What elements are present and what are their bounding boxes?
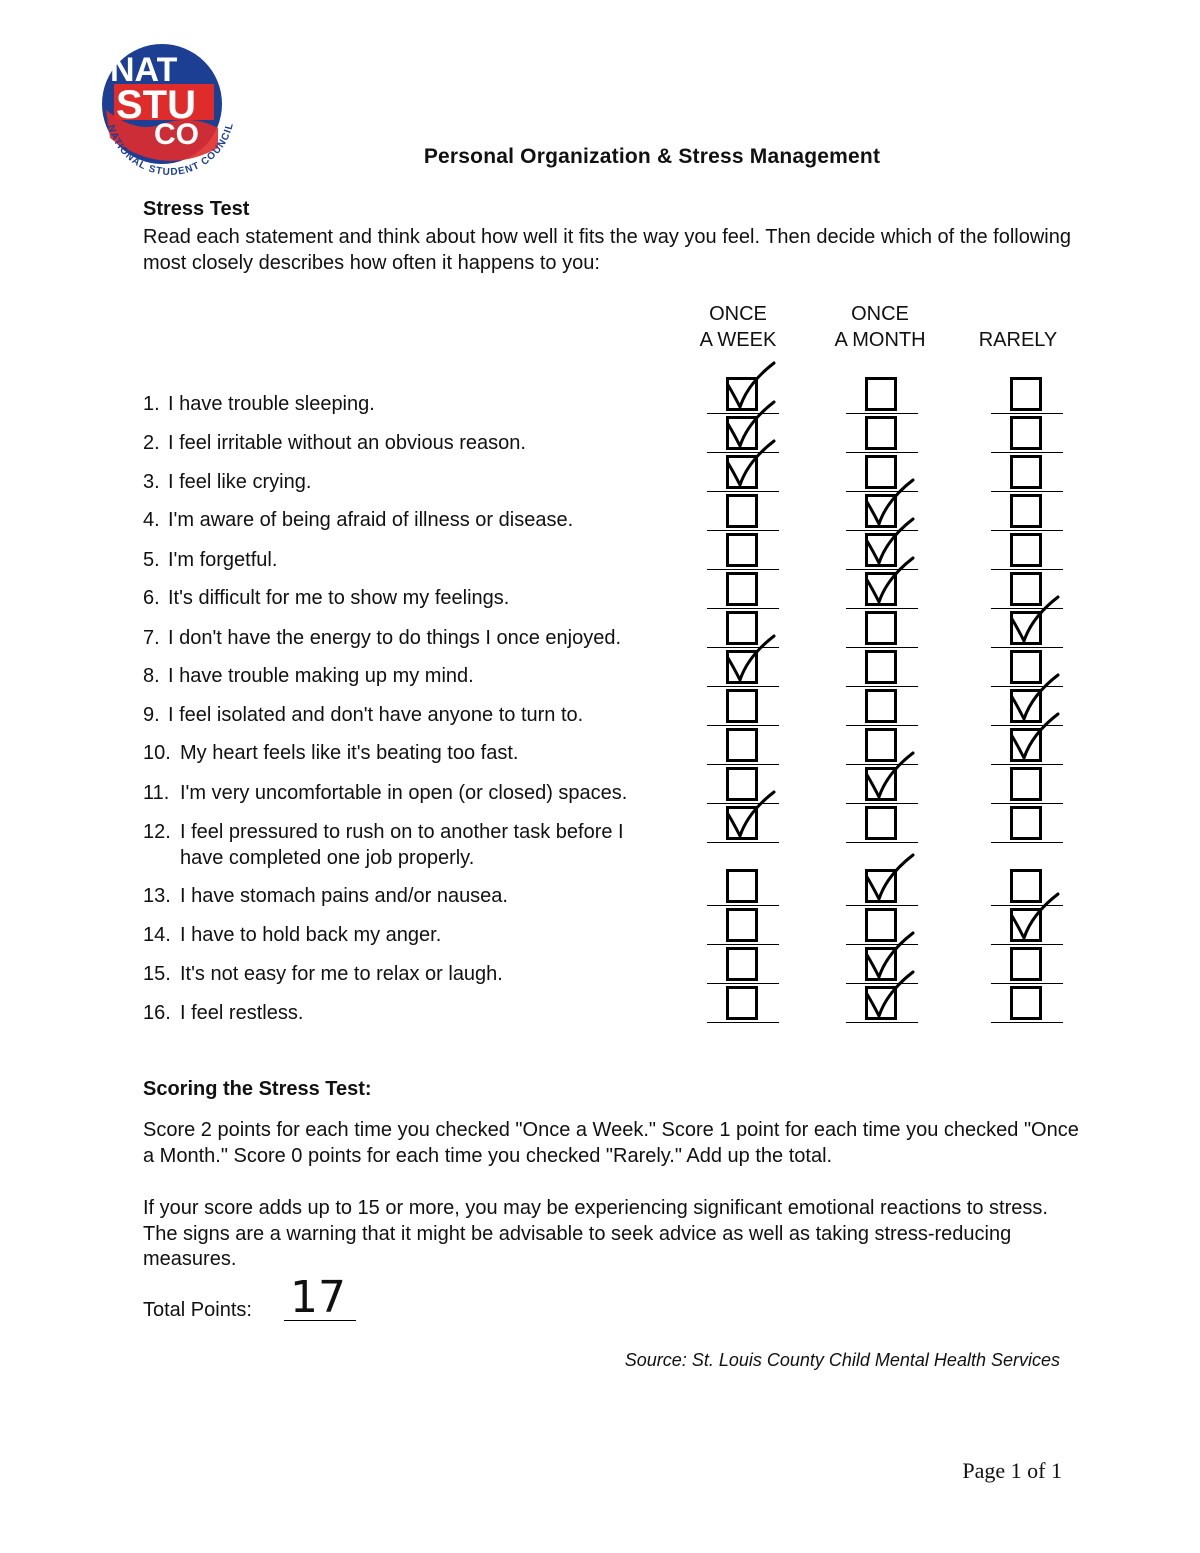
answer-underline	[991, 569, 1063, 570]
question-9	[143, 703, 583, 729]
question-number: 9.	[143, 704, 160, 726]
answer-underline	[707, 491, 779, 492]
checkbox-q7-week[interactable]	[726, 611, 758, 645]
answer-underline	[707, 905, 779, 906]
checkbox-q5-rarely[interactable]	[1010, 533, 1042, 567]
answer-underline	[707, 569, 779, 570]
checkbox-q13-month[interactable]	[865, 869, 897, 903]
question-3	[143, 470, 311, 496]
checkbox-q7-month[interactable]	[865, 611, 897, 645]
answer-underline	[991, 413, 1063, 414]
checkbox-q12-rarely[interactable]	[1010, 806, 1042, 840]
answer-underline	[707, 944, 779, 945]
stress-test-heading: Stress Test	[143, 198, 250, 220]
answer-underline	[991, 905, 1063, 906]
question-text: It's difficult for me to show my feelings.	[168, 587, 510, 609]
question-text: I have stomach pains and/or nausea.	[180, 885, 508, 907]
checkbox-q1-month[interactable]	[865, 377, 897, 411]
checkbox-q16-month[interactable]	[865, 986, 897, 1020]
question-number: 3.	[143, 471, 160, 493]
logo-line3: CO	[154, 118, 199, 151]
checkbox-q8-week[interactable]	[726, 650, 758, 684]
checkbox-q12-week[interactable]	[726, 806, 758, 840]
checkbox-q13-week[interactable]	[726, 869, 758, 903]
answer-underline	[846, 686, 918, 687]
answer-underline	[707, 608, 779, 609]
column-header-once-a-week	[688, 301, 788, 353]
logo-line2: STU	[116, 83, 196, 127]
checkbox-q9-week[interactable]	[726, 689, 758, 723]
checkbox-q7-rarely[interactable]	[1010, 611, 1042, 645]
checkbox-q9-rarely[interactable]	[1010, 689, 1042, 723]
checkbox-q2-week[interactable]	[726, 416, 758, 450]
checkbox-q10-month[interactable]	[865, 728, 897, 762]
checkbox-q6-week[interactable]	[726, 572, 758, 606]
question-number: 14.	[143, 924, 171, 946]
answer-underline	[707, 803, 779, 804]
logo-line1: NAT	[110, 51, 178, 89]
question-6	[143, 586, 509, 612]
checkbox-q5-month[interactable]	[865, 533, 897, 567]
answer-underline	[991, 725, 1063, 726]
answer-underline	[991, 491, 1063, 492]
answer-underline	[991, 944, 1063, 945]
checkbox-q3-week[interactable]	[726, 455, 758, 489]
question-text: I'm forgetful.	[168, 549, 278, 571]
question-text: I feel like crying.	[168, 471, 312, 493]
answer-underline	[707, 1022, 779, 1023]
answer-underline	[707, 686, 779, 687]
checkbox-q13-rarely[interactable]	[1010, 869, 1042, 903]
question-number: 15.	[143, 963, 171, 985]
answer-underline	[991, 803, 1063, 804]
question-text: I have trouble making up my mind.	[168, 665, 474, 687]
answer-underline	[846, 905, 918, 906]
question-14	[143, 923, 441, 949]
checkbox-q1-rarely[interactable]	[1010, 377, 1042, 411]
answer-underline	[846, 842, 918, 843]
question-text: I feel irritable without an obvious reason.	[168, 432, 526, 454]
scoring-heading: Scoring the Stress Test:	[143, 1078, 372, 1100]
question-number: 13.	[143, 885, 171, 907]
question-text: I have trouble sleeping.	[168, 393, 375, 415]
question-number: 16.	[143, 1002, 171, 1024]
checkbox-q5-week[interactable]	[726, 533, 758, 567]
checkbox-q11-week[interactable]	[726, 767, 758, 801]
checkbox-q4-rarely[interactable]	[1010, 494, 1042, 528]
checkbox-q15-month[interactable]	[865, 947, 897, 981]
source-credit: Source: St. Louis County Child Mental Health Services	[624, 1350, 1060, 1370]
checkbox-q4-month[interactable]	[865, 494, 897, 528]
checkbox-q14-rarely[interactable]	[1010, 908, 1042, 942]
checkbox-q8-month[interactable]	[865, 650, 897, 684]
question-text: I feel isolated and don't have anyone to turn to.	[168, 704, 584, 726]
question-number: 6.	[143, 587, 160, 609]
checkbox-q16-rarely[interactable]	[1010, 986, 1042, 1020]
answer-underline	[846, 530, 918, 531]
answer-underline	[991, 686, 1063, 687]
total-points-value[interactable]: 17	[290, 1272, 346, 1323]
question-12	[143, 820, 624, 871]
question-8	[143, 664, 474, 690]
question-1	[143, 392, 375, 418]
question-text: It's not easy for me to relax or laugh.	[180, 963, 503, 985]
checkbox-q14-month[interactable]	[865, 908, 897, 942]
answer-underline	[846, 647, 918, 648]
question-text: I don't have the energy to do things I once enjoyed.	[168, 627, 622, 649]
question-13	[143, 884, 508, 910]
question-number: 4.	[143, 509, 160, 531]
checkbox-q10-rarely[interactable]	[1010, 728, 1042, 762]
answer-underline	[846, 725, 918, 726]
checkbox-q10-week[interactable]	[726, 728, 758, 762]
checkbox-q12-month[interactable]	[865, 806, 897, 840]
answer-underline	[846, 452, 918, 453]
answer-underline	[846, 983, 918, 984]
answer-underline	[991, 764, 1063, 765]
question-text: I feel restless.	[180, 1002, 304, 1024]
answer-underline	[707, 842, 779, 843]
checkbox-q15-week[interactable]	[726, 947, 758, 981]
question-number: 10.	[143, 742, 171, 764]
checkbox-q8-rarely[interactable]	[1010, 650, 1042, 684]
answer-underline	[846, 413, 918, 414]
checkbox-q11-rarely[interactable]	[1010, 767, 1042, 801]
total-points-label: Total Points:	[143, 1299, 252, 1321]
question-number: 1.	[143, 393, 160, 415]
answer-underline	[846, 569, 918, 570]
question-text: I have to hold back my anger.	[180, 924, 442, 946]
answer-underline	[991, 608, 1063, 609]
answer-underline	[991, 530, 1063, 531]
checkbox-q3-rarely[interactable]	[1010, 455, 1042, 489]
question-number: 7.	[143, 627, 160, 649]
column-header-month-line2: A MONTH	[834, 329, 926, 351]
answer-underline	[707, 530, 779, 531]
question-number: 11.	[143, 782, 170, 804]
question-number: 8.	[143, 665, 160, 687]
checkbox-q6-month[interactable]	[865, 572, 897, 606]
scoring-paragraph-1: Score 2 points for each time you checked "Once a Week." Score 1 point for each time you checked "Once a Month." Score 0 points for each time you checked "Rarely." Add up the total.	[143, 1119, 1079, 1167]
answer-underline	[846, 608, 918, 609]
page-title: Personal Organization & Stress Management	[423, 145, 881, 168]
column-header-month-line1: ONCE	[851, 303, 909, 325]
question-2	[143, 431, 526, 457]
logo-ring-text: NATIONAL STUDENT COUNCIL	[104, 121, 237, 179]
question-text: I'm very uncomfortable in open (or closed) spaces.	[180, 782, 628, 804]
answer-underline	[846, 1022, 918, 1023]
answer-underline	[991, 647, 1063, 648]
checkbox-q6-rarely[interactable]	[1010, 572, 1042, 606]
stress-test-intro: Read each statement and think about how well it fits the way you feel. Then decide which of the following most closely describes how often it happens to you:	[143, 226, 1071, 274]
scoring-paragraph-2: If your score adds up to 15 or more, you may be experiencing significant emotional reactions to stress. The signs are a warning that it might be advisable to seek advice as well as taking stress-reducing measures.	[143, 1197, 1048, 1270]
column-header-week-line2: A WEEK	[699, 329, 777, 351]
answer-underline	[991, 983, 1063, 984]
question-11	[143, 781, 627, 807]
total-points-underline	[284, 1320, 356, 1321]
answer-underline	[707, 452, 779, 453]
checkbox-q15-rarely[interactable]	[1010, 947, 1042, 981]
question-text: My heart feels like it's beating too fast.	[180, 742, 519, 764]
question-15	[143, 962, 503, 988]
column-header-week-line1: ONCE	[709, 303, 767, 325]
checkbox-q2-rarely[interactable]	[1010, 416, 1042, 450]
question-7	[143, 626, 621, 652]
question-10	[143, 741, 518, 767]
checkbox-q14-week[interactable]	[726, 908, 758, 942]
answer-underline	[991, 842, 1063, 843]
column-header-rarely: RARELY	[978, 329, 1058, 351]
answer-underline	[991, 452, 1063, 453]
question-number: 12.	[143, 821, 171, 843]
question-text-continued: have completed one job properly.	[180, 846, 475, 869]
answer-underline	[846, 491, 918, 492]
checkbox-q16-week[interactable]	[726, 986, 758, 1020]
answer-underline	[707, 647, 779, 648]
question-16	[143, 1001, 303, 1027]
answer-underline	[707, 983, 779, 984]
checkbox-q3-month[interactable]	[865, 455, 897, 489]
answer-underline	[707, 725, 779, 726]
question-5	[143, 548, 277, 574]
checkbox-q11-month[interactable]	[865, 767, 897, 801]
answer-underline	[846, 803, 918, 804]
question-text: I'm aware of being afraid of illness or disease.	[168, 509, 574, 531]
answer-underline	[707, 413, 779, 414]
checkbox-q9-month[interactable]	[865, 689, 897, 723]
page-number: Page 1 of 1	[962, 1458, 1062, 1483]
answer-underline	[991, 1022, 1063, 1023]
checkbox-q4-week[interactable]	[726, 494, 758, 528]
answer-underline	[707, 764, 779, 765]
answer-underline	[846, 944, 918, 945]
answer-underline	[846, 764, 918, 765]
question-number: 5.	[143, 549, 160, 571]
checkbox-q1-week[interactable]	[726, 377, 758, 411]
question-number: 2.	[143, 432, 160, 454]
column-header-once-a-month	[828, 301, 932, 353]
checkbox-q2-month[interactable]	[865, 416, 897, 450]
question-text: I feel pressured to rush on to another task before I	[180, 821, 624, 843]
question-4	[143, 508, 573, 534]
